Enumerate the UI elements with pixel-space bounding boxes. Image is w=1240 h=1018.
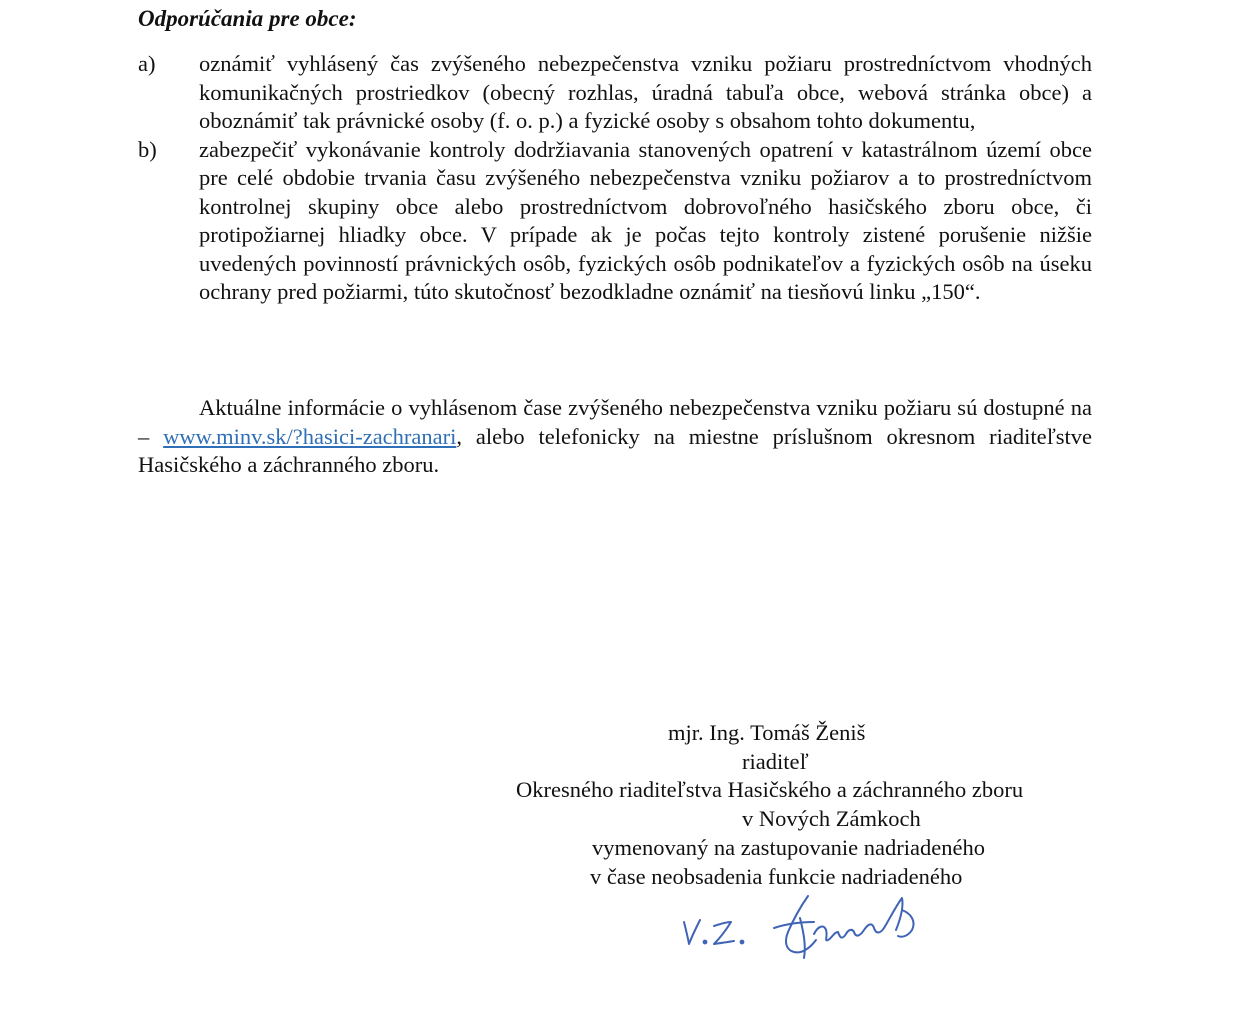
info-paragraph: [138, 394, 1092, 480]
signatory-name: mjr. Ing. Tomáš Ženiš: [668, 720, 866, 745]
signatory-vacancy: v čase neobsadenia funkcie nadriadeného: [590, 863, 963, 889]
info-text-before: Aktuálne informácie o vyhlásenom čase zvýšeného nebezpečenstva vzniku požiaru sú dostupné na –: [138, 395, 1092, 449]
recommendations-list: [138, 50, 1092, 307]
signatory-organization: Okresného riaditeľstva Hasičského a záchranného zboru: [516, 777, 1024, 803]
info-text-after: , alebo telefonicky na miestne príslušnom okresnom riaditeľstve Hasičského a záchranného zboru.: [138, 423, 1093, 477]
handwritten-signature: [676, 888, 956, 968]
list-marker: a): [138, 51, 156, 76]
list-item-text: oznámiť vyhlásený čas zvýšeného nebezpečenstva vzniku požiaru prostredníctvom vhodných komunikačných prostriedkov (obecný rozhlas, úradná tabuľa obce, webová stránka obce) a oboznámiť tak právnické osoby (f. o. p.) a fyzické osoby s obsahom tohto dokumentu,: [199, 51, 1092, 133]
section-heading: Odporúčania pre obce:: [138, 6, 357, 31]
signatory-place: v Nových Zámkoch: [742, 806, 921, 832]
list-item-text: zabezpečiť vykonávanie kontroly dodržiavania stanovených opatrení v katastrálnom území obce pre celé obdobie trvania času zvýšeného nebezpečenstva vzniku požiarov a to prostredníctvom kontrolnej skupiny obce alebo prostredníctvom dobrovoľného hasičského zboru obce, či protipožiarnej hliadky obce. V prípade ak je počas tejto kontroly zistené porušenie nižšie uvedených povinností právnických osôb, fyzických osôb podnikateľov a fyzických osôb na úseku ochrany pred požiarmi, túto skutočnosť bezodkladne oznámiť na tiesňovú linku „150“.: [199, 136, 1092, 304]
minv-link[interactable]: www.minv.sk/?hasici-zachranari: [163, 423, 457, 449]
signatory-appointment: vymenovaný na zastupovanie nadriadeného: [592, 834, 985, 860]
signature-block: [440, 719, 1160, 891]
signatory-title: riaditeľ: [742, 748, 809, 774]
list-item: [138, 50, 1092, 136]
list-marker: b): [138, 136, 157, 162]
list-item: [138, 136, 1092, 307]
